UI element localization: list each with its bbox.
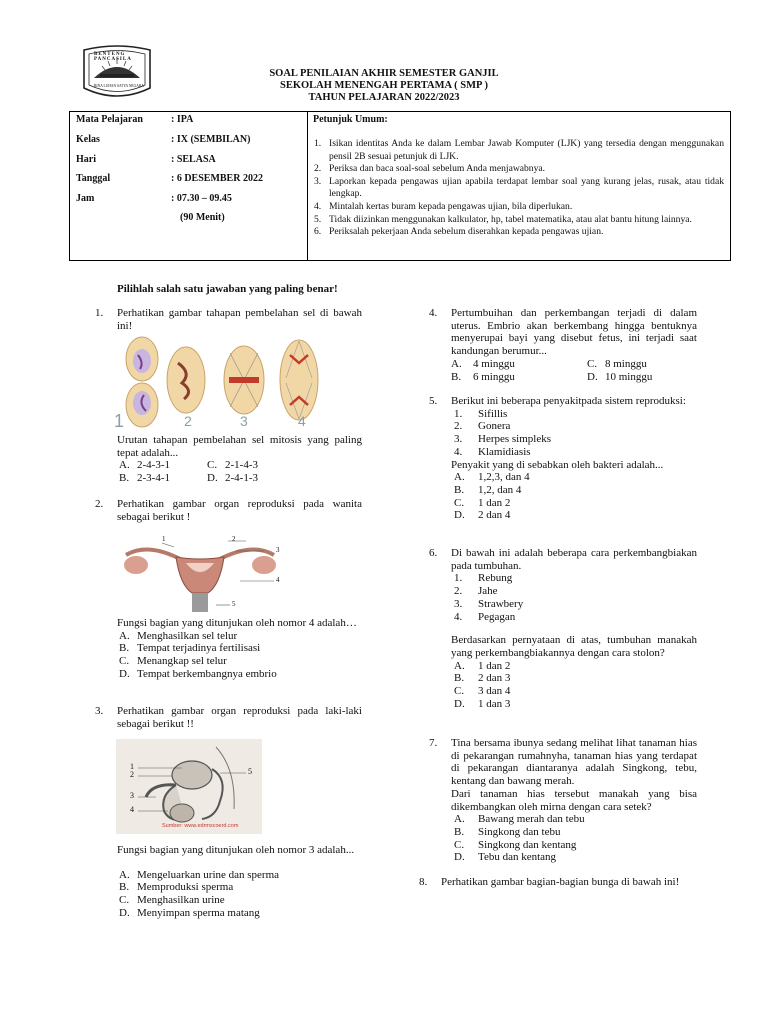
- figure-label: 1: [162, 535, 166, 543]
- option-b[interactable]: B. 6 minggu: [451, 370, 515, 383]
- question-text: Penyakit yang di sebabkan oleh bakteri adalah...: [451, 458, 664, 471]
- figure-label: 5: [232, 600, 236, 608]
- option-a[interactable]: A. 1 dan 2: [454, 659, 511, 672]
- figure-label: 2: [184, 413, 192, 429]
- figure-label: 2: [232, 535, 236, 543]
- question-number: 6.: [429, 547, 438, 559]
- option-a[interactable]: A. Menghasilkan sel telur: [119, 629, 238, 642]
- exam-identity-cell: [70, 112, 308, 261]
- instruction-item: 2. Periksa dan baca soal-soal sebelum Anda menjawabnya.: [314, 163, 546, 175]
- option-d[interactable]: D. 1 dan 3: [454, 697, 511, 710]
- male-reproductive-figure: [116, 739, 262, 834]
- question-text: Perhatikan gambar organ reproduksi pada wanita sebagai berikut !: [117, 498, 362, 523]
- question-text: Perhatikan gambar bagian-bagian bunga di bawah ini!: [441, 876, 680, 888]
- general-instructions-cell: [308, 112, 731, 261]
- question-5: [429, 395, 697, 522]
- female-reproductive-figure: [116, 535, 284, 612]
- question-8: [419, 876, 697, 889]
- question-text: Berikut ini beberapa penyakitpada sistem reproduksi:: [451, 395, 686, 407]
- value-date: : 6 DESEMBER 2022: [171, 173, 263, 184]
- list-item: 2. Gonera: [454, 420, 511, 433]
- option-a[interactable]: A. Bawang merah dan tebu: [454, 813, 585, 826]
- instruction-item: 5. Tidak diizinkan menggunakan kalkulator, hp, tabel matematika, atau alat bantu hitung lainnya.: [314, 213, 692, 225]
- list-item: 1. Rebung: [454, 572, 513, 585]
- option-a[interactable]: A. Mengeluarkan urine dan sperma: [119, 868, 280, 881]
- question-text: Di bawah ini adalah beberapa cara perkembangbiakan pada tumbuhan.: [451, 547, 697, 572]
- question-number: 5.: [429, 395, 438, 407]
- value-duration: (90 Menit): [180, 212, 225, 223]
- option-b[interactable]: B. Tempat terjadinya fertilisasi: [119, 642, 261, 655]
- list-item: 1. Sifillis: [454, 407, 508, 420]
- figure-label: 1: [130, 762, 134, 771]
- question-3: [95, 705, 362, 730]
- option-b[interactable]: B. 2-3-4-1: [119, 472, 170, 485]
- option-c[interactable]: C. 1 dan 2: [454, 496, 511, 509]
- figure-label: 2: [130, 770, 134, 779]
- question-text: Urutan tahapan pembelahan sel mitosis yang paling tepat adalah...: [117, 434, 362, 459]
- option-d[interactable]: D. Tebu dan kentang: [454, 851, 557, 864]
- question-text: Perhatikan gambar organ reproduksi pada laki-laki sebagai berikut !!: [117, 705, 362, 730]
- label-subject: Mata Pelajaran: [76, 114, 143, 125]
- option-b[interactable]: B. Memproduksi sperma: [119, 881, 234, 894]
- option-d[interactable]: D. 10 minggu: [587, 370, 653, 383]
- instructions-list: [314, 138, 724, 239]
- label-date: Tanggal: [76, 173, 111, 184]
- instruction-item: 6. Periksalah pekerjaan Anda sebelum diserahkan kepada pengawas ujian.: [314, 226, 604, 238]
- value-subject: : IPA: [171, 114, 194, 125]
- option-a[interactable]: A. 2-4-3-1: [119, 459, 170, 472]
- school-level: SEKOLAH MENENGAH PERTAMA ( SMP ): [280, 80, 488, 91]
- option-a[interactable]: A. 4 minggu: [451, 357, 515, 370]
- option-b[interactable]: B. 2 dan 3: [454, 672, 511, 685]
- question-6: [429, 547, 697, 710]
- figure-label: 3: [240, 413, 248, 429]
- figure-label: 3: [276, 546, 280, 554]
- question-number: 8.: [419, 876, 428, 888]
- list-item: 2. Jahe: [454, 585, 498, 598]
- exam-title: SOAL PENILAIAN AKHIR SEMESTER GANJIL: [269, 68, 499, 79]
- instructions-title: Petunjuk Umum:: [313, 114, 388, 125]
- question-text: Fungsi bagian yang ditunjukan oleh nomor 4 adalah…: [117, 617, 357, 629]
- list-item: 3. Strawbery: [454, 597, 524, 610]
- option-d[interactable]: D. 2-4-1-3: [207, 472, 258, 485]
- question-text: Dari tanaman hias tersebut manakah yang bisa dikembangkan oleh mirna dengan cara setek?: [451, 787, 697, 813]
- option-c[interactable]: C. Menghasilkan urine: [119, 894, 225, 907]
- option-b[interactable]: B. 1,2, dan 4: [454, 483, 522, 496]
- question-text: Perhatikan gambar tahapan pembelahan sel di bawah ini!: [117, 307, 362, 332]
- mitosis-figure: [116, 333, 324, 431]
- option-d[interactable]: D. 2 dan 4: [454, 509, 511, 522]
- value-day: : SELASA: [171, 154, 216, 165]
- list-item: 4. Klamidiasis: [454, 445, 531, 458]
- figure-label: 3: [130, 791, 134, 800]
- list-item: 3. Herpes simpleks: [454, 433, 552, 446]
- question-text: Berdasarkan pernyataan di atas, tumbuhan manakah yang perkembangbiakannya dengan cara stolon?: [451, 634, 697, 659]
- question-text: Fungsi bagian yang ditunjukan oleh nomor 3 adalah...: [117, 844, 355, 856]
- logo-motto: BINA LUHAN SATYA NEGARA: [94, 84, 144, 88]
- question-text: Pertumbuihan dan perkembangan terjadi di dalam uterus. Embrio akan berkembang hingga bentuknya menyerupai bayi yang disebut fetus, ini terjadi saat kandungan berumur...: [451, 307, 697, 358]
- option-a[interactable]: A. 1,2,3, dan 4: [454, 471, 530, 484]
- question-1-body: [117, 434, 362, 485]
- question-2-body: [117, 617, 362, 681]
- figure-label: 5: [248, 767, 252, 776]
- academic-year: TAHUN PELAJARAN 2022/2023: [308, 92, 460, 103]
- label-time: Jam: [76, 193, 95, 204]
- option-c[interactable]: C. Singkong dan kentang: [454, 838, 577, 851]
- question-number: 4.: [429, 307, 438, 319]
- question-number: 1.: [95, 307, 104, 319]
- instruction-item: 3. Laporkan kepada pengawas ujian apabila terdapat lembar soal yang kurang jelas, rusak, atau tidak lengkap.: [314, 175, 724, 200]
- label-class: Kelas: [76, 134, 100, 145]
- option-d[interactable]: D. Tempat berkembangnya embrio: [119, 667, 277, 680]
- figure-label: 4: [298, 413, 306, 429]
- question-number: 2.: [95, 498, 104, 510]
- question-3-body: [117, 844, 362, 920]
- option-c[interactable]: C. 3 dan 4: [454, 685, 511, 698]
- instruction-item: 4. Mintalah kertas buram kepada pengawas ujian, bila diperlukan.: [314, 200, 573, 212]
- option-c[interactable]: C. 2-1-4-3: [207, 459, 258, 472]
- figure-label: 1: [114, 411, 125, 431]
- question-number: 7.: [429, 737, 438, 749]
- logo-text: BENTENG PANCASILA: [94, 52, 132, 62]
- value-class: : IX (SEMBILAN): [171, 134, 251, 145]
- figure-source: Sumber: www.edrmscoerd.com: [162, 823, 239, 829]
- question-number: 3.: [95, 705, 104, 717]
- question-2: [95, 498, 362, 523]
- option-d[interactable]: D. Menyimpan sperma matang: [119, 906, 260, 919]
- question-7: [429, 737, 697, 864]
- value-time: : 07.30 – 09.45: [171, 193, 232, 204]
- option-b[interactable]: B. Singkong dan tebu: [454, 825, 561, 838]
- instruction-item: 1. Isikan identitas Anda ke dalam Lembar Jawab Komputer (LJK) yang tersedia dengan menggunakan pensil 2B sesuai petunjuk di LJK.: [314, 138, 724, 162]
- question-text: Tina bersama ibunya sedang melihat lihat tanaman hias di pekarangan rumahnyha, tanaman hias yang terdapat di pekarangan diantaranya adalah Singkong, tebu, kentang dan bawang merah.: [451, 737, 697, 788]
- question-1: [95, 307, 362, 332]
- list-item: 4. Pegagan: [454, 610, 516, 623]
- option-c[interactable]: C. Menangkap sel telur: [119, 655, 227, 668]
- option-c[interactable]: C. 8 minggu: [587, 357, 647, 370]
- figure-label: 4: [130, 805, 134, 814]
- figure-label: 4: [276, 576, 280, 584]
- label-day: Hari: [76, 154, 96, 165]
- answer-instruction: Pilihlah salah satu jawaban yang paling benar!: [117, 283, 338, 295]
- exam-info-table: [69, 111, 731, 261]
- question-4: [429, 307, 697, 383]
